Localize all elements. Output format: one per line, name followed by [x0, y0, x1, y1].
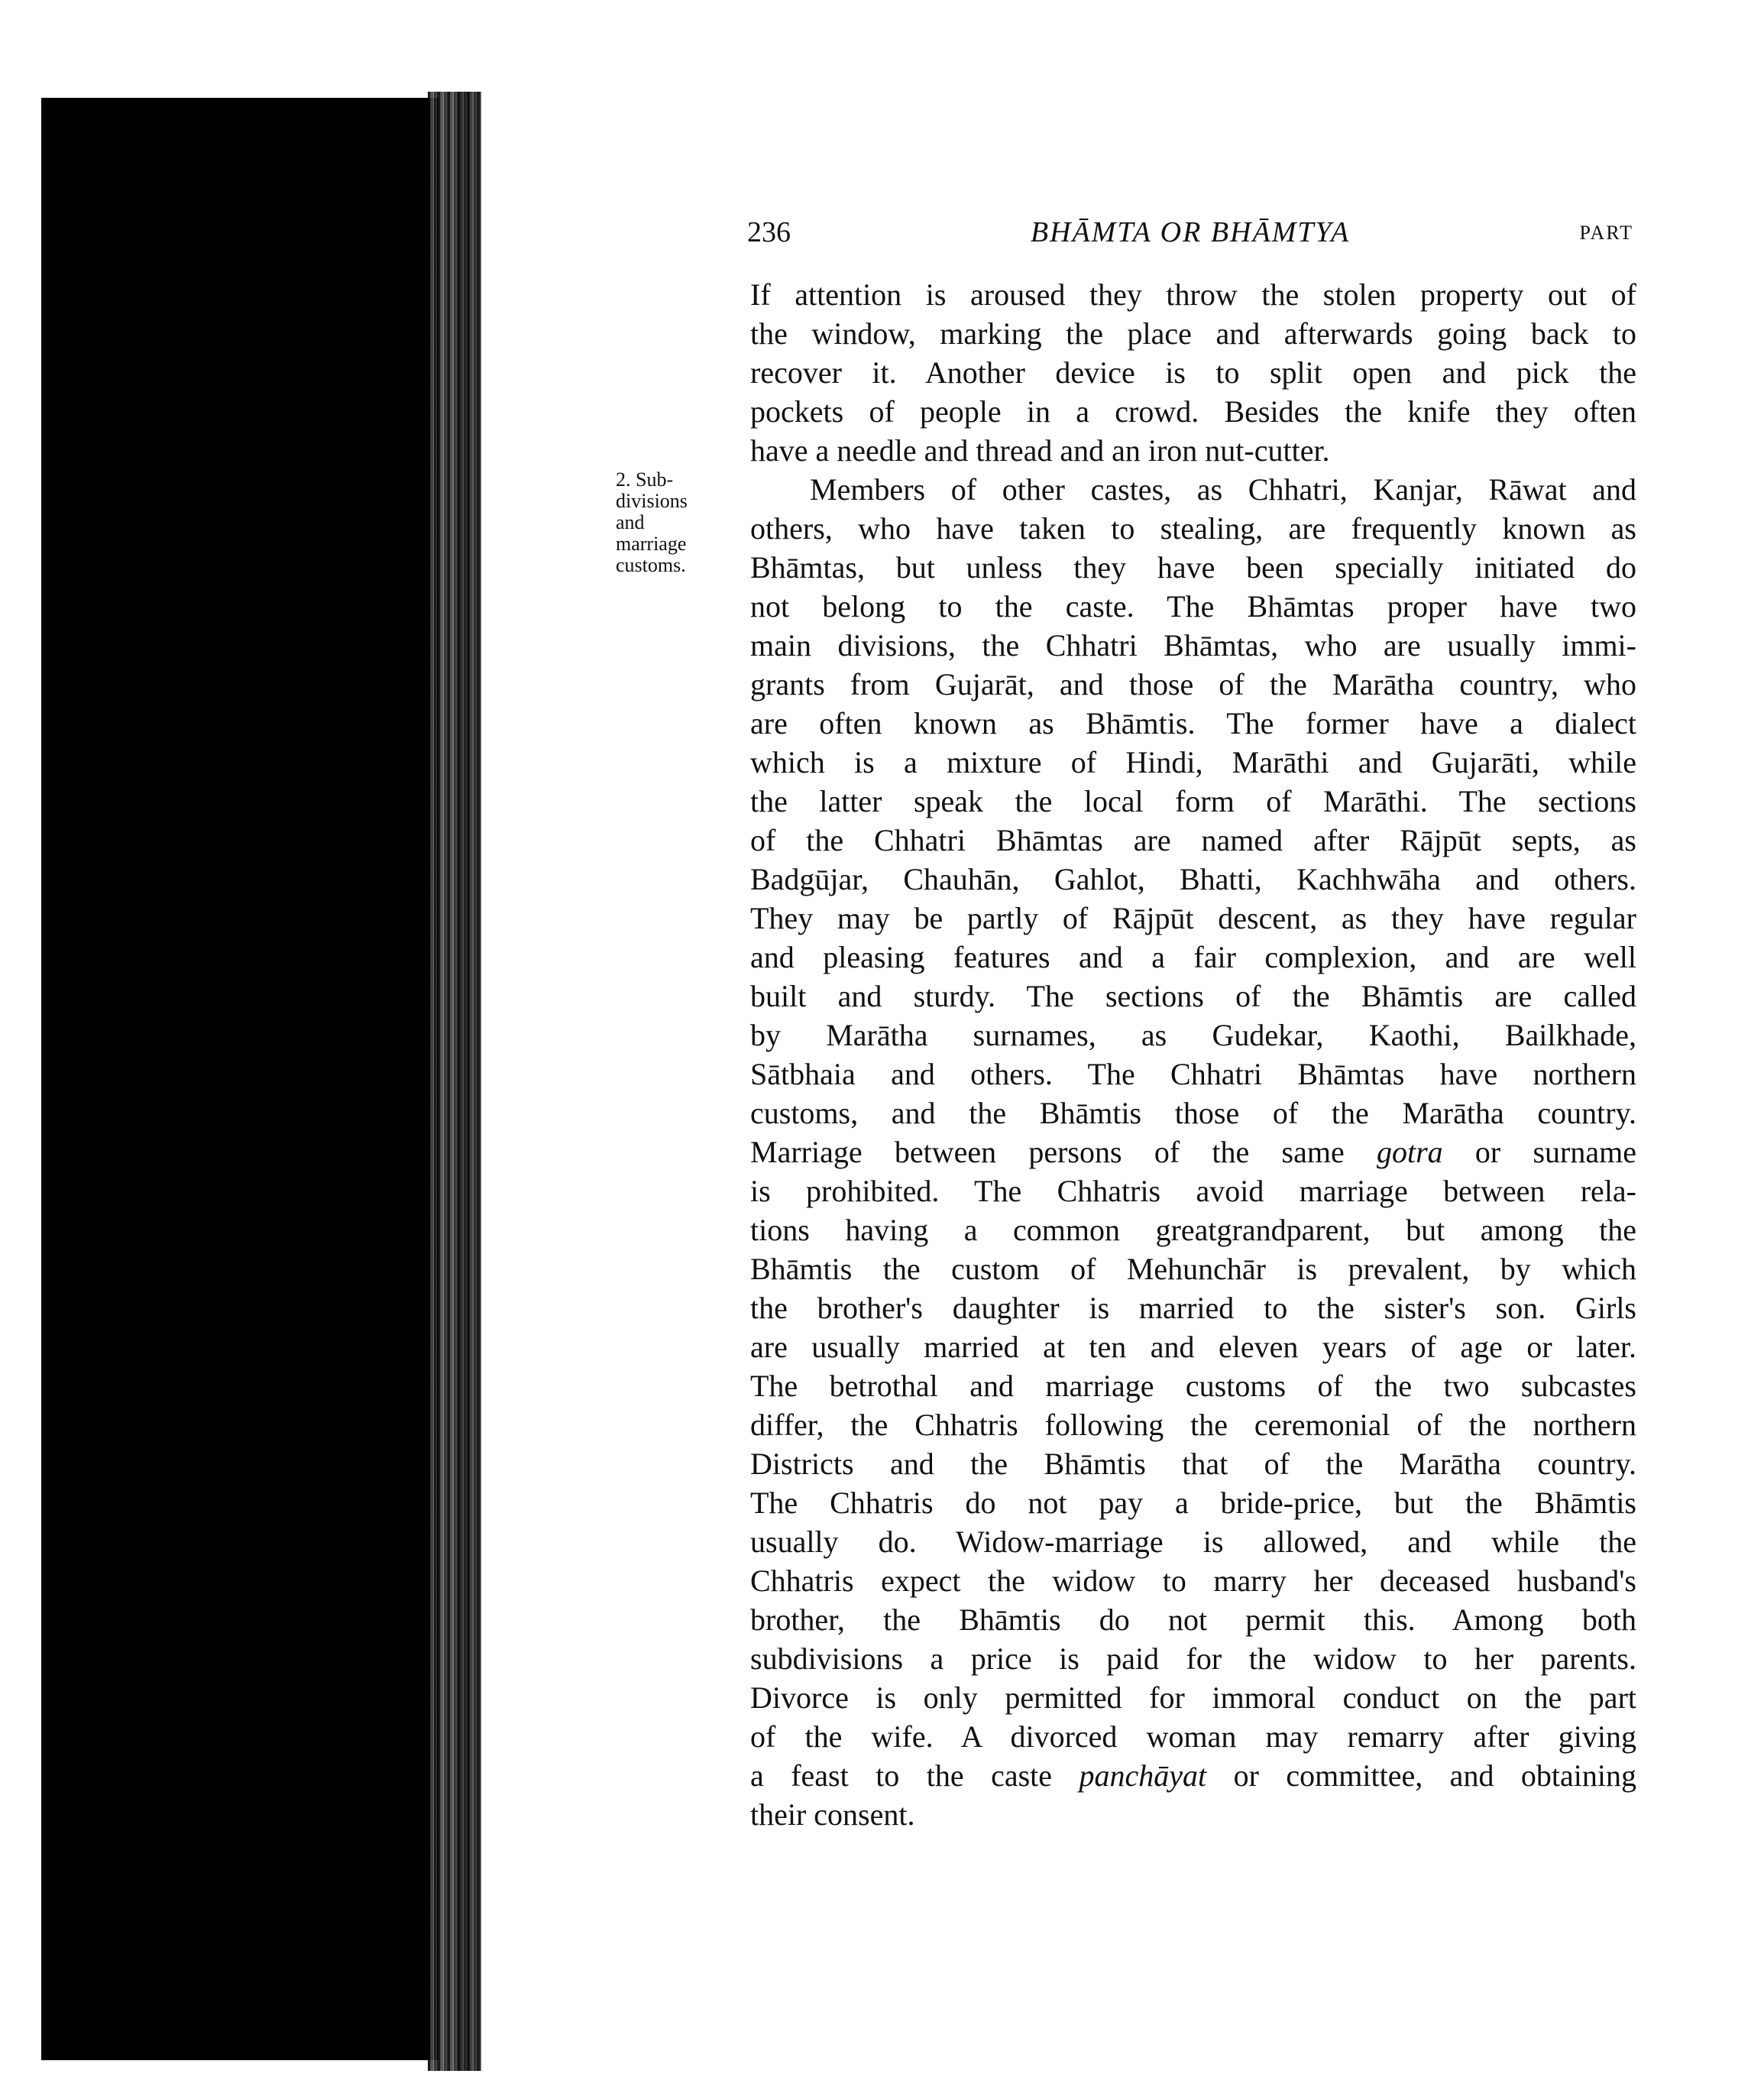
text-line: Marriage between persons of the same gotra or surname	[750, 1135, 1636, 1169]
paragraph	[750, 470, 1636, 1834]
text-line: main divisions, the Chhatri Bhāmtas, who are usually immi-	[750, 628, 1636, 663]
text-line: differ, the Chhatris following the ceremonial of the northern	[750, 1408, 1636, 1442]
sidenote-line: customs.	[616, 554, 686, 576]
text-line: They may be partly of Rājpūt descent, as they have regular	[750, 901, 1636, 935]
text-line: If attention is aroused they throw the stolen property out of	[750, 277, 1636, 312]
text-line: The Chhatris do not pay a bride-price, but the Bhāmtis	[750, 1486, 1636, 1520]
text-line: which is a mixture of Hindi, Marāthi and Gujarāti, while	[750, 745, 1636, 779]
sidenote-line: 2. Sub-	[616, 468, 674, 491]
text-line: not belong to the caste. The Bhāmtas proper have two	[750, 589, 1636, 624]
paragraph	[750, 275, 1636, 470]
text-line: Bhāmtas, but unless they have been specially initiated do	[750, 550, 1636, 585]
text-line: Chhatris expect the widow to marry her deceased husband's	[750, 1563, 1636, 1598]
body-text	[750, 275, 1636, 1834]
text-line: Divorce is only permitted for immoral conduct on the part	[750, 1680, 1636, 1715]
text-line: their consent.	[750, 1797, 915, 1832]
margin-sidenote	[616, 469, 738, 576]
text-line: the latter speak the local form of Marāthi. The sections	[750, 784, 1636, 818]
text-line: grants from Gujarāt, and those of the Marātha country, who	[750, 667, 1636, 702]
text-line: of the wife. A divorced woman may remarry after giving	[750, 1719, 1636, 1754]
text-line: are often known as Bhāmtis. The former have a dialect	[750, 706, 1636, 740]
text-line: pockets of people in a crowd. Besides the knife they often	[750, 394, 1636, 429]
text-line: Sātbhaia and others. The Chhatri Bhāmtas have northern	[750, 1057, 1636, 1091]
page-number: 236	[747, 216, 791, 248]
text-line: and pleasing features and a fair complexion, and are well	[750, 940, 1636, 974]
text-line: is prohibited. The Chhatris avoid marriage between rela-	[750, 1174, 1636, 1208]
text-line: are usually married at ten and eleven years of age or later.	[750, 1330, 1636, 1364]
text-line: Bhāmtis the custom of Mehunchār is prevalent, by which	[750, 1252, 1636, 1286]
text-line: have a needle and thread and an iron nut-cutter.	[750, 433, 1330, 468]
text-line: brother, the Bhāmtis do not permit this. Among both	[750, 1602, 1636, 1637]
sidenote-line: divisions	[616, 490, 688, 512]
text-line: of the Chhatri Bhāmtas are named after Rājpūt septs, as	[750, 823, 1636, 857]
text-line: by Marātha surnames, as Gudekar, Kaothi, Bailkhade,	[750, 1018, 1636, 1052]
text-line: the window, marking the place and afterwards going back to	[750, 316, 1636, 351]
text-line: a feast to the caste panchāyat or committee, and obtaining	[750, 1758, 1636, 1793]
sidenote-line: marriage	[616, 533, 687, 555]
text-line: subdivisions a price is paid for the widow to her parents.	[750, 1641, 1636, 1676]
text-line: Members of other castes, as Chhatri, Kanjar, Rāwat and	[810, 472, 1636, 507]
text-line: recover it. Another device is to split open and pick the	[750, 355, 1636, 390]
text-line: built and sturdy. The sections of the Bhāmtis are called	[750, 979, 1636, 1013]
text-line: The betrothal and marriage customs of the two subcastes	[750, 1369, 1636, 1403]
book-gutter-shadow	[41, 98, 439, 2060]
text-line: Badgūjar, Chauhān, Gahlot, Bhatti, Kachhwāha and others.	[750, 862, 1636, 896]
running-title: BHĀMTA OR BHĀMTYA	[1030, 216, 1351, 248]
text-line: others, who have taken to stealing, are frequently known as	[750, 511, 1636, 546]
book-gutter-fade	[458, 92, 481, 2071]
text-line: the brother's daughter is married to the sister's son. Girls	[750, 1291, 1636, 1325]
part-label: PART	[1579, 222, 1633, 244]
running-head	[747, 215, 1633, 255]
text-line: usually do. Widow-marriage is allowed, and while the	[750, 1525, 1636, 1559]
text-line: tions having a common greatgrandparent, but among the	[750, 1213, 1636, 1247]
text-line: customs, and the Bhāmtis those of the Marātha country.	[750, 1096, 1636, 1130]
text-line: Districts and the Bhāmtis that of the Marātha country.	[750, 1447, 1636, 1481]
sidenote-line: and	[616, 511, 645, 533]
